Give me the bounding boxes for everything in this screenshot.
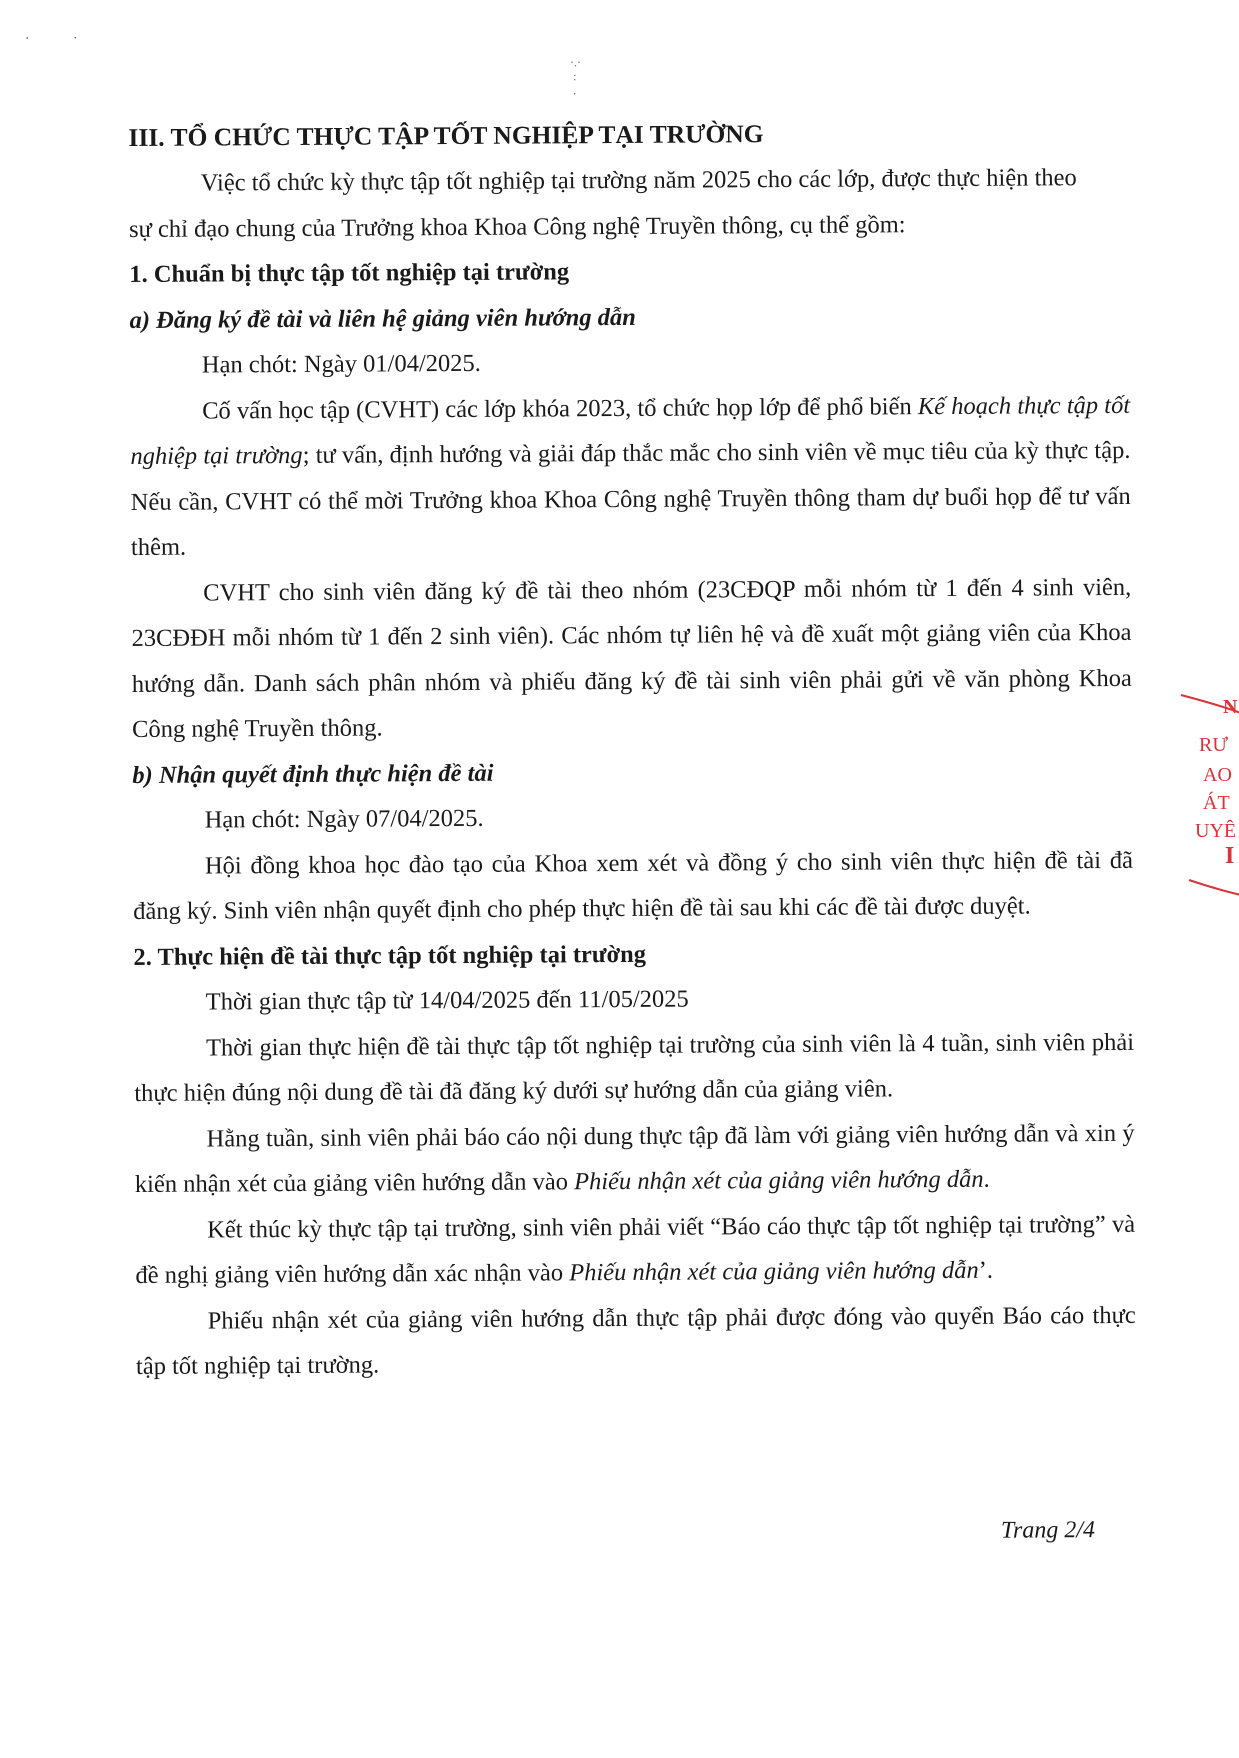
document-body (128, 109, 1136, 1390)
part2-period-end: 11/05/2025 (577, 985, 689, 1014)
part2-paragraph-2 (134, 1110, 1135, 1207)
part2-period-start: Thời gian thực tập từ 14/04/2025 (205, 986, 531, 1016)
part2-paragraph-4: Phiếu nhận xét của giảng viên hướng dẫn thực tập phải được đóng vào quyển Báo cáo thực tập tốt nghiệp tại trường. (135, 1301, 1136, 1380)
part2-heading: 2. Thực hiện đề tài thực tập tốt nghiệp tại trường (133, 940, 647, 971)
intro-line-2: sự chỉ đạo chung của Trưởng khoa Khoa Công nghệ Truyền thông, cụ thể gồm: (128, 210, 906, 243)
intro-line-1: Việc tổ chức kỳ thực tập tốt nghiệp tại trường năm 2025 cho các lớp, được thực hiện theo (200, 164, 1077, 197)
part1a-p1-end: ; tư vấn, định hướng và giải đáp thắc mắc cho sinh viên về mục tiêu của kỳ thực tập. Nếu cần, CVHT có thể mời Trưởng khoa Khoa Công nghệ Truyền thông tham dự buổi họp để tư vấn thêm. (130, 436, 1131, 561)
part2-p3-italic: Phiếu nhận xét của giảng viên hướng dẫn (569, 1256, 979, 1287)
part2-period-mid: đến (530, 986, 579, 1014)
part1b-deadline: Hạn chót: Ngày 07/04/2025. (204, 804, 484, 834)
part1b-paragraph-1: Hội đồng khoa học đào tạo của Khoa xem xét và đồng ý cho sinh viên thực hiện đề tài đã đăng ký. Sinh viên nhận quyết định cho phép thực hiện đề tài sau khi các đề tài được duyệt. (133, 846, 1133, 925)
part2-p2-end: . (983, 1165, 990, 1193)
part2-p2-italic: Phiếu nhận xét của giảng viên hướng dẫn (573, 1165, 984, 1196)
part2-period (134, 974, 1134, 1026)
part1b-heading: b) Nhận quyết định thực hiện đề tài (132, 759, 494, 789)
official-stamp (1179, 685, 1239, 900)
part2-paragraph-1: Thời gian thực hiện đề tài thực tập tốt nghiệp tại trường của sinh viên là 4 tuần, sinh viên phải thực hiện đúng nội dung đề tài đã đăng ký dưới sự hướng dẫn của giảng viên. (134, 1028, 1135, 1107)
part2-p3-end: ’. (978, 1256, 994, 1284)
svg-text:RƯ: RƯ (1199, 734, 1228, 756)
scan-artifact: ·.· : . (569, 55, 582, 98)
part2-paragraph-3 (135, 1201, 1136, 1298)
svg-text:N: N (1223, 696, 1238, 718)
part1a-paragraph-2: CVHT cho sinh viên đăng ký đề tài theo nhóm (23CĐQP mỗi nhóm từ 1 đến 4 sinh viên, 23CĐĐH mỗi nhóm từ 1 đến 2 sinh viên). Các nhóm tự liên hệ và đề xuất một giảng viên của Khoa hướng dẫn. Danh sách phân nhóm và phiếu đăng ký đề tài sinh viên phải gửi về văn phòng Khoa Công nghệ Truyền thông. (131, 573, 1132, 743)
svg-text:AO: AO (1203, 764, 1232, 786)
svg-text:I: I (1225, 843, 1235, 869)
stamp-seal-icon (1179, 685, 1239, 900)
part1a-p1-start: Cố vấn học tập (CVHT) các lớp khóa 2023, tổ chức họp lớp để phổ biến (202, 392, 918, 425)
page-number: Trang 2/4 (1000, 1517, 1096, 1544)
part1a-heading: a) Đăng ký đề tài và liên hệ giảng viên hướng dẫn (129, 303, 636, 334)
scan-artifact: · · (24, 31, 98, 47)
part2-p2-start: Hằng tuần, sinh viên phải báo cáo nội dung thực tập đã làm với giảng viên hướng dẫn và xin ý kiến nhận xét của giảng viên hướng dẫn vào (134, 1119, 1135, 1198)
svg-text:ÁT: ÁT (1203, 792, 1230, 814)
svg-text:UYÊ: UYÊ (1195, 820, 1237, 842)
part1a-deadline: Hạn chót: Ngày 01/04/2025. (201, 349, 481, 379)
section-title: III. TỔ CHỨC THỰC TẬP TỐT NGHIỆP TẠI TRƯỜNG (128, 119, 764, 152)
part1-heading: 1. Chuẩn bị thực tập tốt nghiệp tại trường (129, 258, 570, 288)
part1a-paragraph-1 (130, 382, 1131, 570)
part1a-p1-italic: Kế hoạch thực tập tốt nghiệp tại trường (130, 391, 1131, 470)
part2-p3-start: Kết thúc kỳ thực tập tại trường, sinh viên phải viết “Báo cáo thực tập tốt nghiệp tại trường” và đề nghị giảng viên hướng dẫn xác nhận vào (135, 1210, 1136, 1289)
